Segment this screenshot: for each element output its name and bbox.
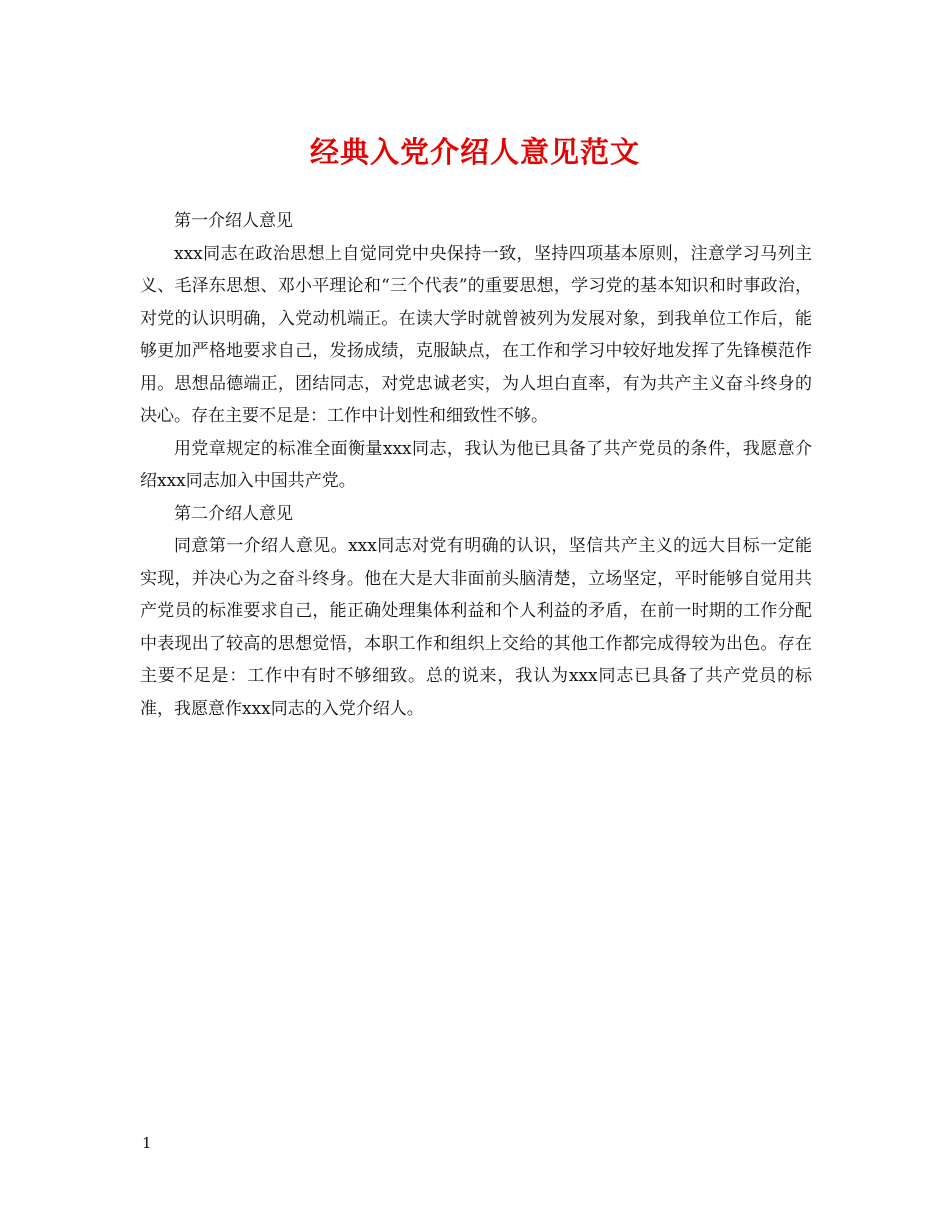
section-heading-first: 第一介绍人意见 [174, 211, 293, 231]
paragraph-first-conclusion: 用党章规定的标准全面衡量xxx同志，我认为他已具备了共产党员的条件，我愿意介绍xxx同志加入中国共产党。 [140, 438, 812, 491]
paragraph-second-opinion: 同意第一介绍人意见。xxx同志对党有明确的认识，坚信共产主义的远大目标一定能实现，并决心为之奋斗终身。他在大是大非面前头脑清楚，立场坚定，平时能够自觉用共产党员的标准要求自己，能正确处理集体利益和个人利益的矛盾，在前一时期的工作分配中表现出了较高的思想觉悟，本职工作和组织上交给的其他工作都完成得较为出色。存在主要不足是：工作中有时不够细致。总的说来，我认为xxx同志已具备了共产党员的标准，我愿意作xxx同志的入党介绍人。 [140, 536, 812, 719]
document-body [140, 205, 812, 725]
page-title: 经典入党介绍人意见范文 [309, 135, 640, 169]
paragraph-first-opinion: xxx同志在政治思想上自觉同党中央保持一致，坚持四项基本原则，注意学习马列主义、毛泽东思想、邓小平理论和“三个代表”的重要思想，学习党的基本知识和时事政治，对党的认识明确，入党动机端正。在读大学时就曾被列为发展对象，到我单位工作后，能够更加严格地要求自己，发扬成绩，克服缺点，在工作和学习中较好地发挥了先锋模范作用。思想品德端正，团结同志，对党忠诚老实，为人坦白直率，有为共产主义奋斗终身的决心。存在主要不足是：工作中计划性和细致性不够。 [140, 243, 812, 426]
section-heading-second: 第二介绍人意见 [174, 503, 293, 524]
page-number: 1 [142, 1134, 152, 1152]
